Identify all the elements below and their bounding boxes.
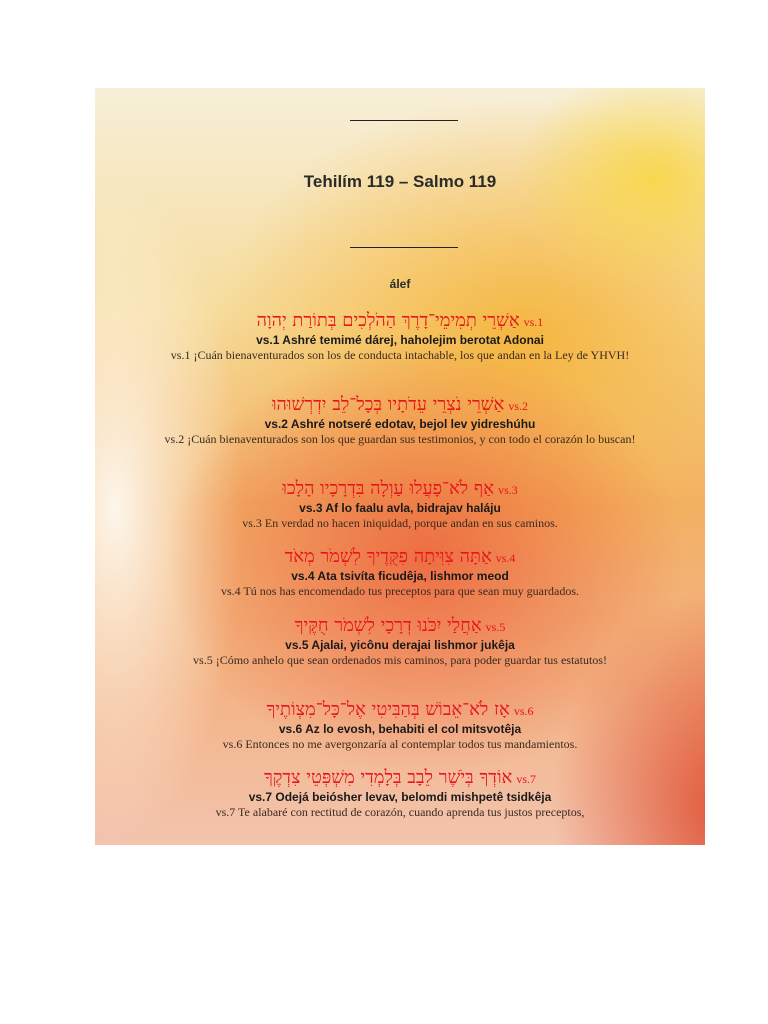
verse-ref: vs.4 xyxy=(495,551,516,565)
spanish-translation: vs.7 Te alabaré con rectitud de corazón, cuando aprenda tus justos preceptos, xyxy=(215,805,585,819)
verse-7 xyxy=(135,767,665,820)
hebrew-text: אַתָּה צִוִּיתָה פִקֻּדֶיךָ לִשְׁמֹר מְאֹד xyxy=(284,546,492,567)
transliteration: vs.4 Ata tsivíta ficudêja, lishmor meod xyxy=(291,569,509,583)
spanish-translation: vs.4 Tú nos has encomendado tus preceptos para que sean muy guardados. xyxy=(220,584,580,598)
transliteration: vs.2 Ashré notseré edotav, bejol lev yidreshúhu xyxy=(264,417,536,431)
verse-1 xyxy=(135,310,665,363)
mid-divider xyxy=(350,247,458,248)
page-title: Tehilím 119 – Salmo 119 xyxy=(303,172,497,191)
section-heading: álef xyxy=(389,277,411,291)
transliteration: vs.3 Af lo faalu avla, bidrajav haláju xyxy=(299,501,501,515)
transliteration: vs.1 Ashré temimé dárej, haholejim berotat Adonai xyxy=(256,333,544,347)
transliteration: vs.7 Odejá beiósher levav, belomdi mishpetê tsidkêja xyxy=(248,790,552,804)
verse-3 xyxy=(135,478,665,531)
hebrew-text: אוֹדְךָ בְּיֹשֶׁר לֵבָב בְּלָמְדִי מִשְׁפְּטֵי צִדְקֶךָ xyxy=(263,767,513,788)
top-divider xyxy=(350,120,458,121)
hebrew-text: אַף לֹא־פָעֲלוּ עַוְלָה בִּדְרָכָיו הָלָכוּ xyxy=(282,478,495,499)
spanish-translation: vs.3 En verdad no hacen iniquidad, porque andan en sus caminos. xyxy=(242,516,558,530)
transliteration: vs.6 Az lo evosh, behabiti el col mitsvotêja xyxy=(278,722,522,736)
transliteration: vs.5 Ajalai, yicônu derajai lishmor jukêja xyxy=(285,638,515,652)
verse-ref: vs.1 xyxy=(523,315,544,329)
verse-ref: vs.3 xyxy=(498,483,518,497)
hebrew-text: אַחֲלַי יִכֹּנוּ דְרָכָי לִשְׁמֹר חֻקֶּיךָ xyxy=(294,615,482,636)
verse-ref: vs.6 xyxy=(513,704,534,718)
verse-ref: vs.5 xyxy=(485,620,506,634)
spanish-translation: vs.6 Entonces no me avergonzaría al contemplar todos tus mandamientos. xyxy=(222,737,578,751)
hebrew-text: אַשְׁרֵי נֹצְרֵי עֵדֹתָיו בְּכָל־לֵב יִדְרְשׁוּהוּ xyxy=(271,394,505,415)
verse-2 xyxy=(135,394,665,447)
verse-4 xyxy=(135,546,665,599)
spanish-translation: vs.1 ¡Cuán bienaventurados son los de conducta intachable, los que andan en la Ley de YHVH! xyxy=(170,348,630,362)
verse-5 xyxy=(135,615,665,668)
verse-6 xyxy=(135,699,665,752)
spanish-translation: vs.5 ¡Cómo anhelo que sean ordenados mis caminos, para poder guardar tus estatutos! xyxy=(193,653,607,667)
document-page xyxy=(95,88,705,845)
verse-ref: vs.7 xyxy=(516,772,537,786)
hebrew-text: אָז לֹא־אֵבוֹשׁ בְּהַבִּיטִי אֶל־כָּל־מִצְוֹתֶיךָ xyxy=(266,699,510,720)
spanish-translation: vs.2 ¡Cuán bienaventurados son los que guardan sus testimonios, y con todo el corazón lo buscan! xyxy=(164,432,636,446)
hebrew-text: אַשְׁרֵי תְמִימֵי־דָרֶךְ הַהֹלְכִים בְּתוֹרַת יְהוָה xyxy=(256,310,520,331)
verse-ref: vs.2 xyxy=(508,399,529,413)
